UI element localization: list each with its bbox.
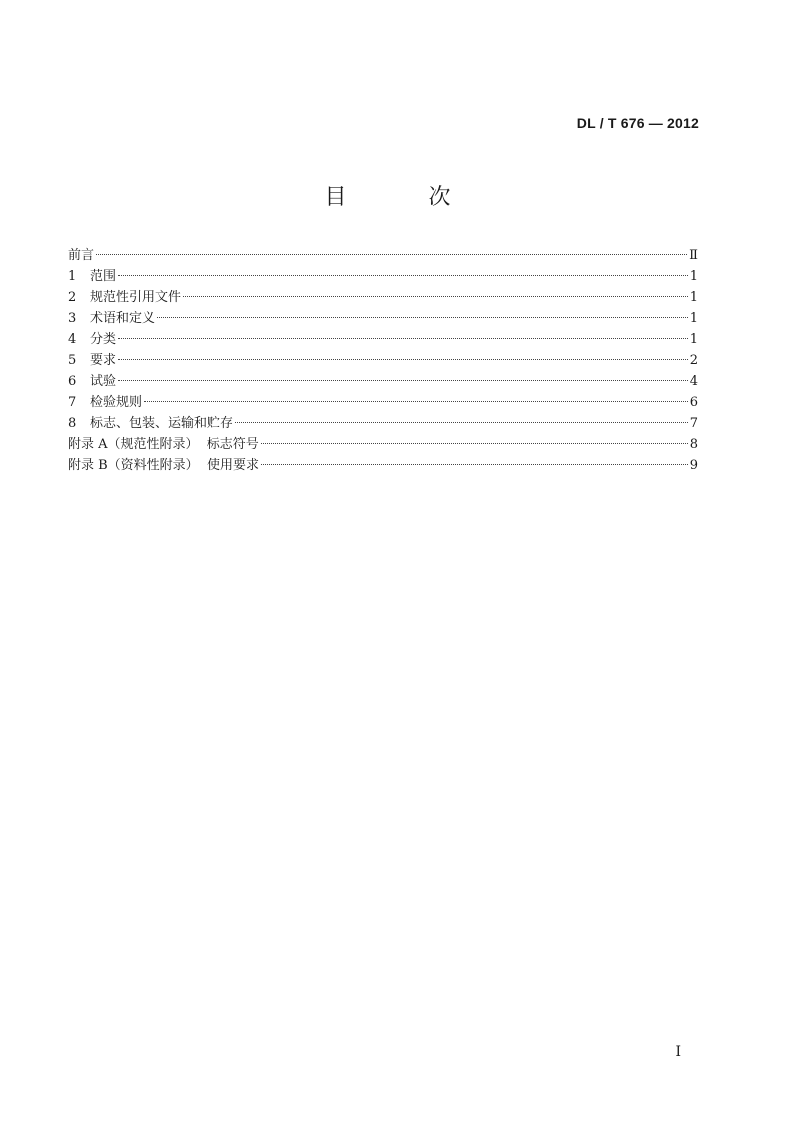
dot-leader bbox=[96, 254, 687, 255]
page-number: I bbox=[675, 1044, 681, 1060]
toc-entry-page: Ⅱ bbox=[689, 248, 698, 263]
toc-entry-scope[interactable] bbox=[68, 266, 698, 287]
standard-code: DL / T 676 — 2012 bbox=[576, 115, 699, 131]
toc-entry-page: 7 bbox=[689, 416, 698, 431]
toc-entry-label: 术语和定义 bbox=[90, 311, 156, 326]
toc-entry-number: 8 bbox=[68, 416, 77, 431]
toc-entry-label: 前言 bbox=[68, 248, 95, 263]
toc-entry-annex-b[interactable] bbox=[68, 455, 698, 476]
dot-leader bbox=[157, 317, 688, 318]
toc-entry-number: 6 bbox=[68, 374, 77, 389]
toc-entry-page: 1 bbox=[689, 290, 698, 305]
toc-entry-label: 标志、包装、运输和贮存 bbox=[90, 416, 234, 431]
toc-entry-label: 规范性引用文件 bbox=[90, 290, 182, 305]
toc-entry-label: 分类 bbox=[90, 332, 117, 347]
table-of-contents bbox=[68, 245, 698, 476]
toc-entry-page: 4 bbox=[689, 374, 698, 389]
toc-entry-page: 1 bbox=[689, 332, 698, 347]
dot-leader bbox=[261, 464, 688, 465]
toc-entry-page: 9 bbox=[689, 458, 698, 473]
dot-leader bbox=[118, 275, 688, 276]
toc-entry-label: 附录 A（规范性附录） 标志符号 bbox=[68, 437, 259, 452]
toc-entry-inspection-rules[interactable] bbox=[68, 392, 698, 413]
toc-entry-number: 3 bbox=[68, 311, 77, 326]
page-title: 目 次 bbox=[324, 185, 481, 210]
toc-entry-number: 5 bbox=[68, 353, 77, 368]
toc-entry-number: 7 bbox=[68, 395, 77, 410]
dot-leader bbox=[118, 380, 688, 381]
toc-entry-page: 8 bbox=[689, 437, 698, 452]
toc-entry-page: 2 bbox=[689, 353, 698, 368]
toc-entry-page: 6 bbox=[689, 395, 698, 410]
toc-entry-label: 检验规则 bbox=[90, 395, 143, 410]
toc-entry-label: 附录 B（资料性附录） 使用要求 bbox=[68, 458, 259, 473]
toc-entry-label: 范围 bbox=[90, 269, 117, 284]
dot-leader bbox=[183, 296, 688, 297]
toc-entry-page: 1 bbox=[689, 311, 698, 326]
toc-entry-number: 2 bbox=[68, 290, 77, 305]
toc-entry-classification[interactable] bbox=[68, 329, 698, 350]
toc-entry-normative-references[interactable] bbox=[68, 287, 698, 308]
toc-entry-annex-a[interactable] bbox=[68, 434, 698, 455]
toc-entry-number: 1 bbox=[68, 269, 77, 284]
toc-entry-number: 4 bbox=[68, 332, 77, 347]
dot-leader bbox=[144, 401, 688, 402]
dot-leader bbox=[118, 338, 688, 339]
dot-leader bbox=[235, 422, 688, 423]
toc-entry-page: 1 bbox=[689, 269, 698, 284]
toc-entry-marking-packaging[interactable] bbox=[68, 413, 698, 434]
toc-entry-requirements[interactable] bbox=[68, 350, 698, 371]
dot-leader bbox=[261, 443, 688, 444]
toc-entry-terms-definitions[interactable] bbox=[68, 308, 698, 329]
toc-entry-tests[interactable] bbox=[68, 371, 698, 392]
toc-entry-label: 要求 bbox=[90, 353, 117, 368]
toc-entry-preface[interactable] bbox=[68, 245, 698, 266]
toc-entry-label: 试验 bbox=[90, 374, 117, 389]
dot-leader bbox=[118, 359, 688, 360]
